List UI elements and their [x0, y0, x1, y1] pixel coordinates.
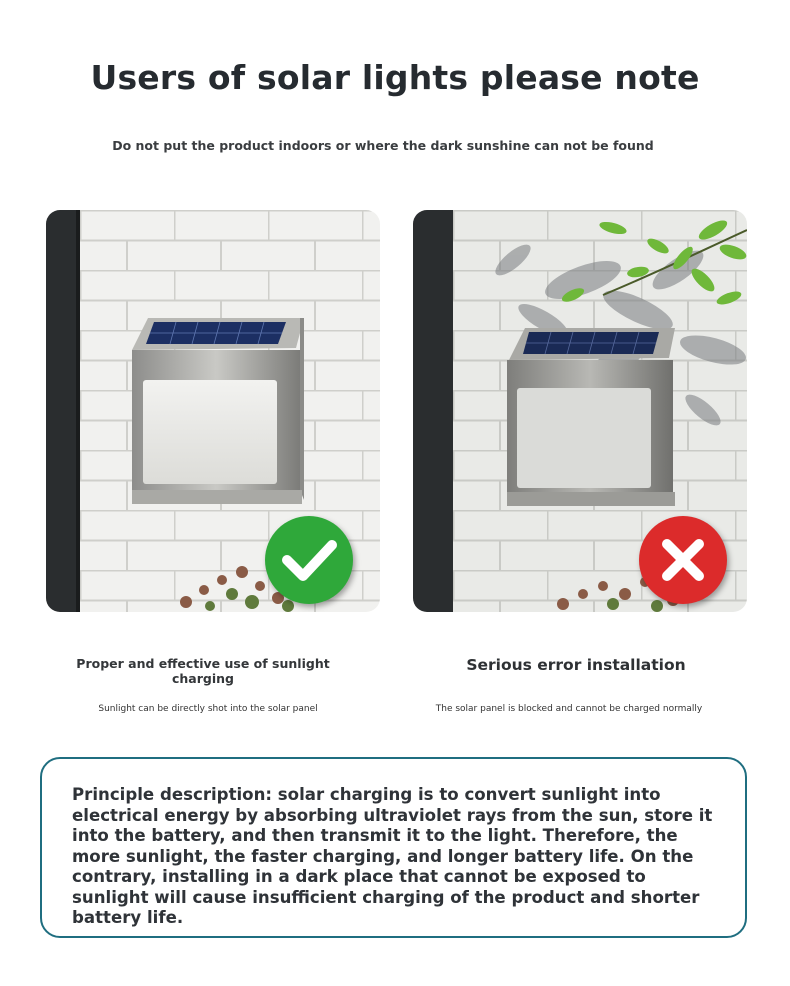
wrong-sub-caption: The solar panel is blocked and cannot be charged normally [435, 704, 703, 714]
correct-badge [265, 516, 353, 604]
wrong-installation-photo [413, 210, 747, 612]
wrong-badge [639, 516, 727, 604]
correct-installation-photo [46, 210, 380, 612]
correct-sub-caption: Sunlight can be directly shot into the solar panel [98, 704, 318, 714]
page-subtitle: Do not put the product indoors or where the dark sunshine can not be found [112, 138, 654, 153]
principle-box [40, 757, 747, 938]
page-title: Users of solar lights please note [90, 58, 700, 97]
check-icon [265, 516, 353, 604]
cross-icon [639, 516, 727, 604]
wrong-caption: Serious error installation [466, 656, 686, 674]
correct-caption: Proper and effective use of sunlight charging [76, 656, 330, 686]
principle-text: Principle description: solar charging is to convert sunlight into electrical energy by absorbing ultraviolet rays from the sun, store it into the battery, and then transmit it to the light. Therefore, the more sunlight, the faster charging, and longer battery life. On the contrary, installing in a dark place that cannot be exposed to sunlight will cause insufficient charging of the product and shorter battery life. [72, 785, 713, 927]
